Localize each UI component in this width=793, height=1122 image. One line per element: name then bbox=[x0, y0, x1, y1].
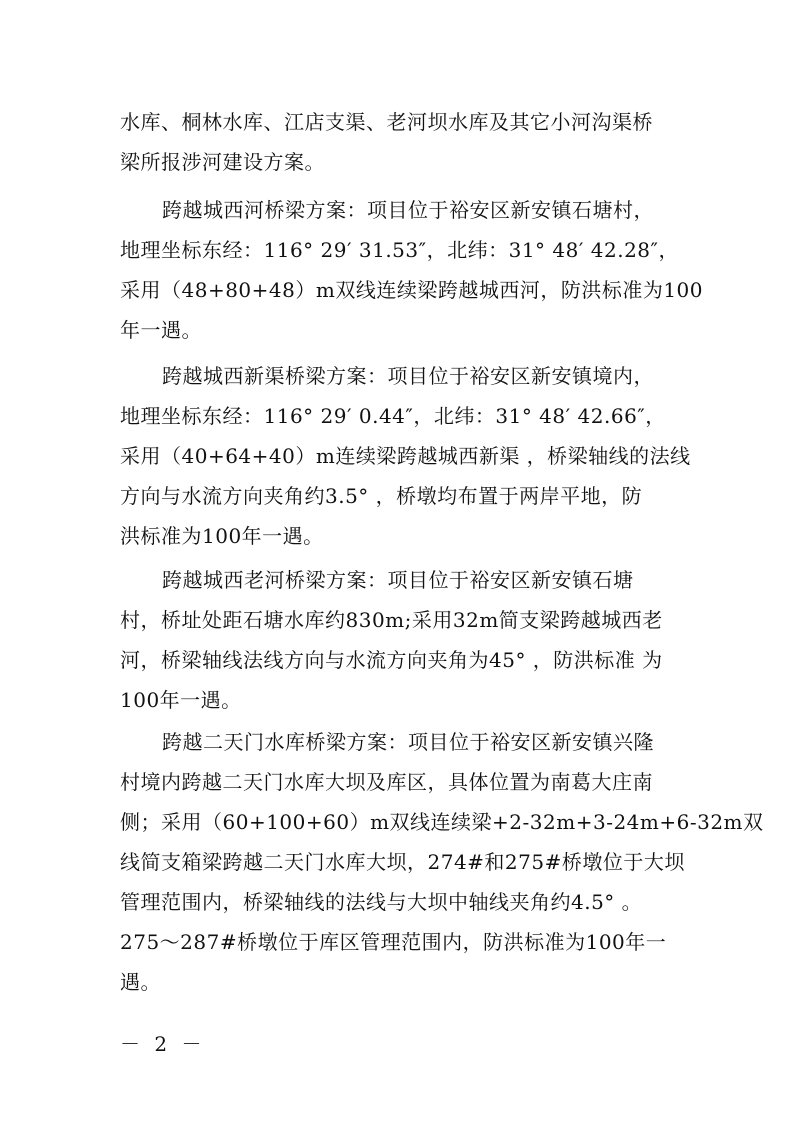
body-text-line: 村境内跨越二天门水库大坝及库区，具体位置为南葛大庄南 bbox=[120, 770, 653, 794]
body-text-line: 梁所报涉河建设方案。 bbox=[120, 150, 325, 174]
paragraph-heading-line: 跨越城西新渠桥梁方案：项目位于裕安区新安镇境内， bbox=[162, 364, 654, 388]
body-text-line: 方向与水流方向夹角约3.5° ，桥墩均布置于两岸平地，防 bbox=[120, 484, 643, 508]
body-text-line: 采用（48+80+48）m双线连续梁跨越城西河，防洪标准为100 bbox=[120, 278, 704, 302]
paragraph-heading-line: 跨越城西老河桥梁方案：项目位于裕安区新安镇石塘 bbox=[162, 568, 634, 592]
body-text-line: 水库、桐林水库、江店支渠、老河坝水库及其它小河沟渠桥 bbox=[120, 110, 653, 134]
body-text-line: 河，桥梁轴线法线方向与水流方向夹角为45° ，防洪标准 为 bbox=[120, 648, 663, 672]
body-text-line: 洪标准为100年一遇。 bbox=[120, 524, 324, 548]
body-text-line: 线简支箱梁跨越二天门水库大坝，274#和275#桥墩位于大坝 bbox=[120, 850, 685, 874]
paragraph-heading-line: 跨越城西河桥梁方案：项目位于裕安区新安镇石塘村， bbox=[162, 198, 654, 222]
body-text-line: 275～287#桥墩位于库区管理范围内，防洪标准为100年一 bbox=[120, 930, 667, 954]
body-text-line: 管理范围内，桥梁轴线的法线与大坝中轴线夹角约4.5° 。 bbox=[120, 890, 643, 914]
body-text-line: 年一遇。 bbox=[120, 318, 202, 342]
paragraph-heading-line: 跨越二天门水库桥梁方案：项目位于裕安区新安镇兴隆 bbox=[162, 730, 654, 754]
body-text-line: 村，桥址处距石塘水库约830m;采用32m简支梁跨越城西老 bbox=[120, 608, 663, 632]
body-text-line: 地理坐标东经：116° 29′ 31.53″，北纬：31° 48′ 42.28″， bbox=[120, 238, 679, 262]
body-text-line: 采用（40+64+40）m连续梁跨越城西新渠 ，桥梁轴线的法线 bbox=[120, 444, 691, 468]
body-text-line: 100年一遇。 bbox=[120, 688, 242, 712]
page-number: － 2 － bbox=[120, 1032, 206, 1056]
body-text-line: 遇。 bbox=[120, 970, 161, 994]
body-text-line: 地理坐标东经：116° 29′ 0.44″，北纬：31° 48′ 42.66″， bbox=[120, 404, 666, 428]
body-text-line: 侧；采用（60+100+60）m双线连续梁+2-32m+3-24m+6-32m双 bbox=[120, 810, 764, 834]
